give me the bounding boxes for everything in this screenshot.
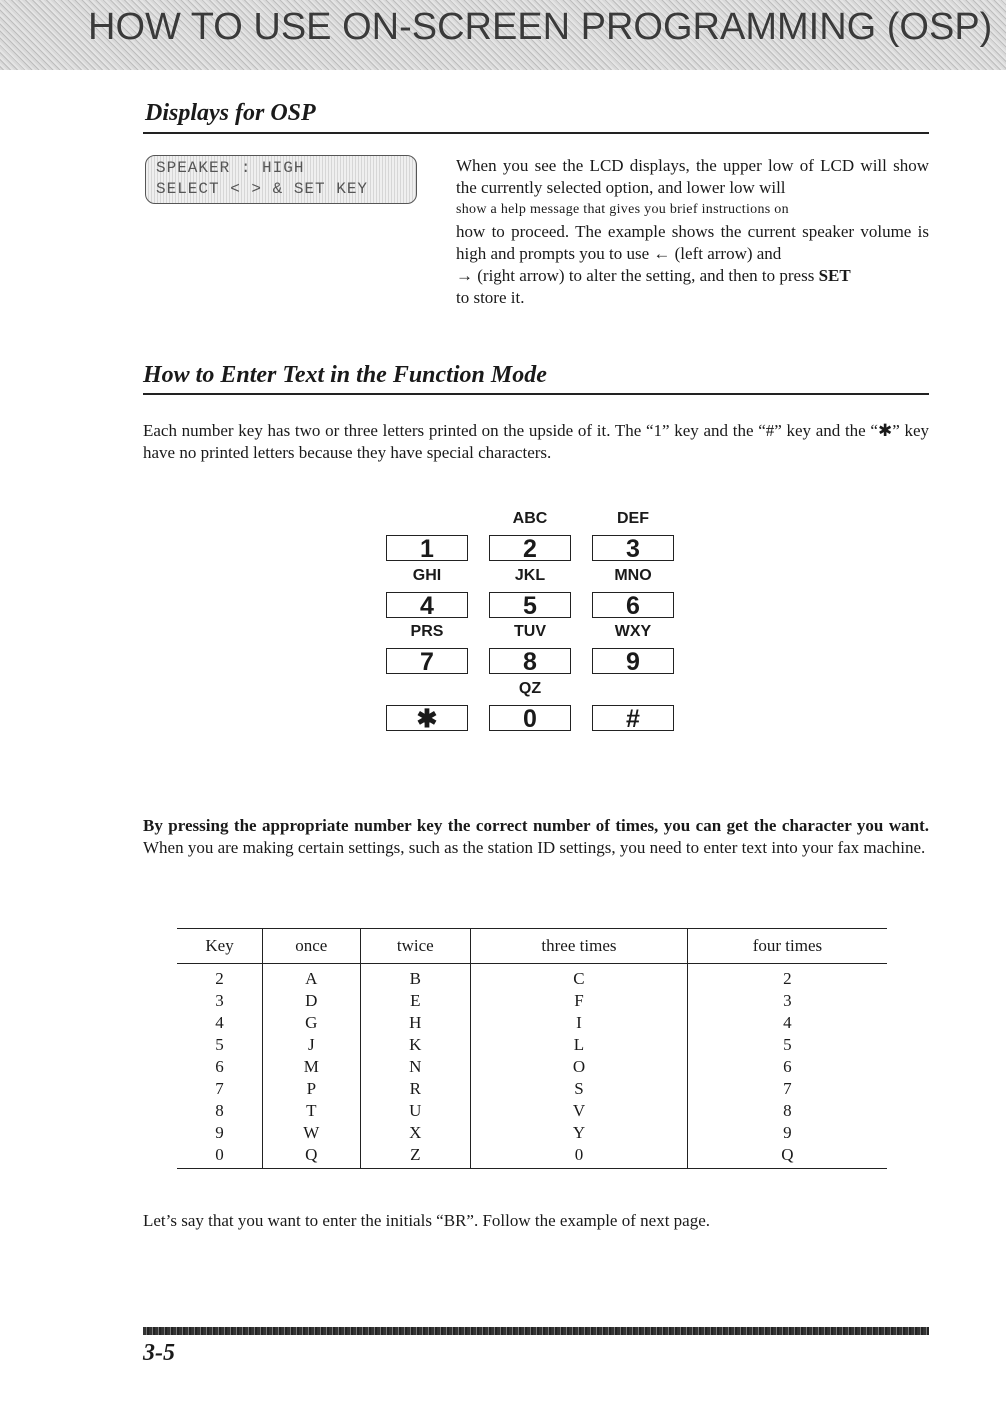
table-cell: 2 [215,969,224,988]
table-row [177,1144,887,1169]
table-cell: 4 [687,1012,887,1034]
table-cell: F [471,990,688,1012]
key-letters: QZ [518,680,542,697]
table-cell: A [263,964,360,991]
table-row [177,1100,887,1122]
table-cell: K [360,1034,471,1056]
instruction-bold: By pressing the appropriate number key the correct number of times, you can get the character you want. [143,816,929,835]
table-row [177,1034,887,1056]
right-arrow-icon: → [456,266,473,285]
section-heading-displays: Displays for OSP [145,100,316,126]
lcd-line-2: SELECT < > & SET KEY [156,180,369,198]
instruction-paragraph [143,815,929,859]
table-cell: M [263,1056,360,1078]
table-cell: D [263,990,360,1012]
desc-line-a: When you see the LCD displays, the upper low of LCD will show the currently selected option, and lower low will [456,156,929,197]
section-rule [143,132,929,134]
table-cell: 7 [687,1078,887,1100]
desc-line-e: to store it. [456,288,525,307]
instruction-rest: When you are making certain settings, such as the station ID settings, you need to enter text into your fax machine. [143,838,926,857]
keypad-key: 6 [592,592,674,618]
keypad [386,510,678,735]
section-heading-enter-text: How to Enter Text in the Function Mode [143,362,547,388]
table-row [177,1078,887,1100]
table-row [177,964,887,991]
table-cell: P [263,1078,360,1100]
lcd-display [145,155,417,204]
table-cell: 6 [687,1056,887,1078]
key-letters: TUV [514,623,546,640]
closing-paragraph: Let’s say that you want to enter the initials “BR”. Follow the example of next page. [143,1211,711,1230]
desc-line-b: show a help message that gives you brief instructions on [456,202,789,217]
desc-line-c: how to proceed. The example shows the current speaker volume is high and prompts you to use ← (left arrow) and [456,222,929,263]
table-cell: X [360,1122,471,1144]
key-letters: MNO [614,567,652,584]
table-cell: E [360,990,471,1012]
keypad-key: 7 [386,648,468,674]
keypad-key: 9 [592,648,674,674]
table-cell: G [263,1012,360,1034]
table-row [177,1012,887,1034]
intro-paragraph: Each number key has two or three letters printed on the upside of it. The “1” key and the “#” key and the “✱” key have no printed letters because they have special characters. [143,421,929,462]
table-cell: 9 [215,1123,224,1142]
table-cell: Y [471,1122,688,1144]
keypad-key: 4 [386,592,468,618]
table-row [177,1122,887,1144]
table-cell: O [471,1056,688,1078]
table-cell: V [471,1100,688,1122]
table-header-cell: once [263,929,360,964]
table-cell: H [360,1012,471,1034]
keypad-key: 1 [386,535,468,561]
keypad-key: 2 [489,535,571,561]
keypad-key: ✱ [386,705,468,731]
table-cell: I [471,1012,688,1034]
key-letters: PRS [410,623,444,640]
key-letters: WXY [614,623,652,640]
table-cell: 6 [215,1057,224,1076]
table-cell: 4 [215,1013,224,1032]
lcd-line-1: SPEAKER : HIGH [156,159,305,177]
table-cell: 0 [177,1144,263,1169]
table-cell: J [263,1034,360,1056]
table-cell: 3 [215,991,224,1010]
table-header-cell: Key [177,929,263,964]
desc-line-d: → (right arrow) to alter the setting, and then to press SET [456,266,851,285]
table-cell: 5 [215,1035,224,1054]
lcd-description [456,155,929,309]
table-cell: 0 [471,1144,688,1169]
table-cell: S [471,1078,688,1100]
table-cell: T [263,1100,360,1122]
page-header-title: HOW TO USE ON-SCREEN PROGRAMMING (OSP) [88,6,993,48]
table-cell: Q [687,1144,887,1169]
left-arrow-icon: ← [653,244,671,263]
table-cell: Q [263,1144,360,1169]
keypad-key: # [592,705,674,731]
table-cell: 7 [215,1079,224,1098]
table-header-cell: twice [360,929,471,964]
section-rule [143,393,929,395]
table-header-cell: four times [687,929,887,964]
table-cell: W [263,1122,360,1144]
set-key-label: SET [818,266,851,285]
keypad-key: 0 [489,705,571,731]
table-cell: R [360,1078,471,1100]
keypad-key: 8 [489,648,571,674]
table-cell: 9 [687,1122,887,1144]
table-cell: U [360,1100,471,1122]
table-cell: 3 [687,990,887,1012]
table-row [177,1056,887,1078]
table-cell: 8 [687,1100,887,1122]
table-cell: 8 [215,1101,224,1120]
table-cell: N [360,1056,471,1078]
page-number: 3-5 [143,1340,175,1366]
key-letters: GHI [412,567,442,584]
key-letters: DEF [617,510,649,527]
keypad-key: 5 [489,592,571,618]
key-letters: ABC [512,510,548,527]
table-cell: 2 [687,964,887,991]
table-row [177,990,887,1012]
table-cell: Z [360,1144,471,1169]
table-header-cell: three times [471,929,688,964]
table-cell: L [471,1034,688,1056]
table-cell: 5 [687,1034,887,1056]
table-cell: C [471,964,688,991]
key-letters: JKL [514,567,546,584]
keypad-key: 3 [592,535,674,561]
key-press-table [177,928,887,1169]
table-cell: B [360,964,471,991]
footer-band [143,1327,929,1335]
